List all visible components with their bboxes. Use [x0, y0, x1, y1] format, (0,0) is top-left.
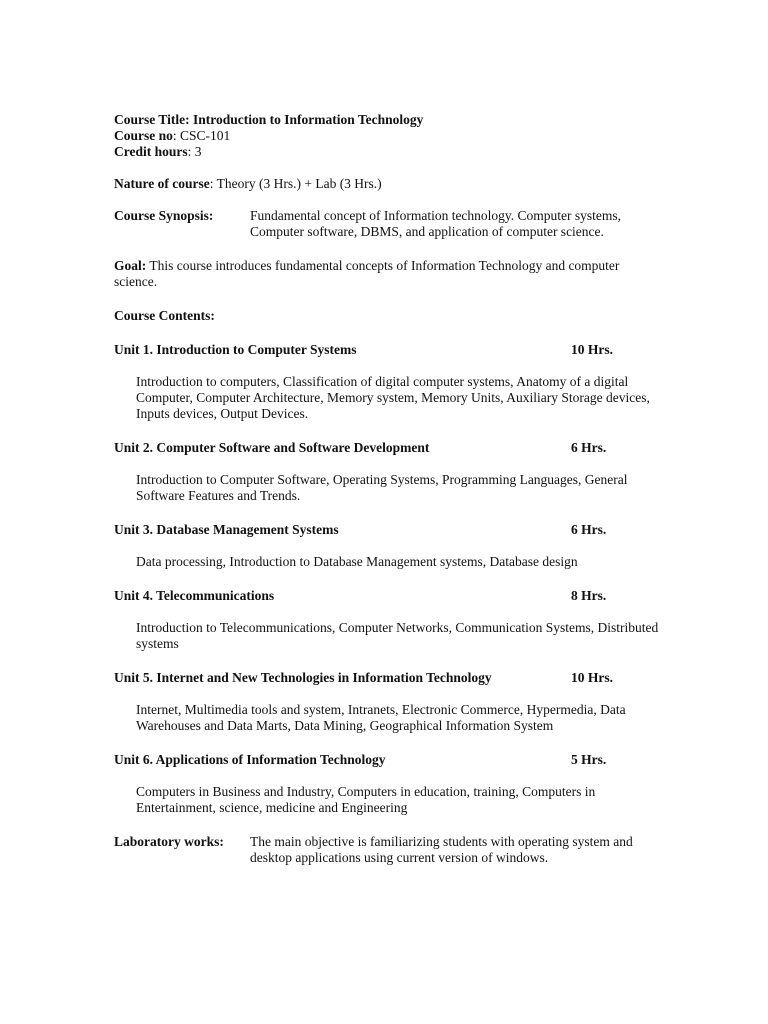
- unit-title: Unit 1. Introduction to Computer Systems: [114, 342, 357, 357]
- unit-hours: 6 Hrs.: [571, 440, 607, 455]
- document-page: [114, 112, 659, 866]
- course-title-line: [114, 112, 659, 128]
- laboratory-section: [114, 834, 659, 866]
- unit-title: Unit 3. Database Management Systems: [114, 522, 339, 537]
- unit-3: [114, 522, 659, 570]
- course-title-label: Course Title:: [114, 112, 190, 127]
- unit-description: Computers in Business and Industry, Computers in education, training, Computers in Entertainment, science, medicine and Engineering: [136, 784, 596, 815]
- credit-hours-value: : 3: [187, 144, 202, 159]
- course-contents-heading: Course Contents:: [114, 308, 215, 323]
- course-no-line: [114, 128, 659, 144]
- nature-value: : Theory (3 Hrs.) + Lab (3 Hrs.): [209, 176, 382, 191]
- unit-heading: [114, 588, 659, 604]
- goal-text: This course introduces fundamental concepts of Information Technology and computer science.: [114, 258, 620, 289]
- unit-description: Introduction to Telecommunications, Computer Networks, Communication Systems, Distributed systems: [136, 620, 659, 651]
- laboratory-label: Laboratory works:: [114, 834, 224, 849]
- unit-title: Unit 4. Telecommunications: [114, 588, 275, 603]
- unit-4: [114, 588, 659, 652]
- unit-heading: [114, 522, 659, 538]
- unit-title: Unit 2. Computer Software and Software Development: [114, 440, 430, 455]
- unit-description: Introduction to computers, Classification of digital computer systems, Anatomy of a digital Computer, Computer Architecture, Memory system, Memory Units, Auxiliary Storage devices, Inputs devices, Output Devices.: [136, 374, 650, 421]
- goal-section: [114, 258, 659, 290]
- course-no-label: Course no: [114, 128, 173, 143]
- synopsis-text: Fundamental concept of Information technology. Computer systems, Computer software, DBMS, and application of computer science.: [250, 208, 622, 239]
- unit-description: Internet, Multimedia tools and system, Intranets, Electronic Commerce, Hypermedia, Data Warehouses and Data Marts, Data Mining, Geographical Information System: [136, 702, 626, 733]
- course-no-value: : CSC-101: [172, 128, 231, 143]
- nature-label: Nature of course: [114, 176, 210, 191]
- unit-2: [114, 440, 659, 504]
- unit-heading: [114, 342, 659, 358]
- nature-line: [114, 176, 659, 192]
- unit-description: Data processing, Introduction to Database Management systems, Database design: [136, 554, 578, 569]
- unit-heading: [114, 752, 659, 768]
- goal-label: Goal:: [114, 258, 147, 273]
- synopsis-label: Course Synopsis:: [114, 208, 214, 223]
- unit-hours: 10 Hrs.: [571, 342, 613, 357]
- synopsis-section: [114, 208, 659, 240]
- course-title-value: Introduction to Information Technology: [193, 112, 424, 127]
- unit-hours: 5 Hrs.: [571, 752, 607, 767]
- unit-1: [114, 342, 659, 422]
- unit-title: Unit 5. Internet and New Technologies in Information Technology: [114, 670, 492, 685]
- unit-hours: 8 Hrs.: [571, 588, 607, 603]
- laboratory-text: The main objective is familiarizing students with operating system and desktop applications using current version of windows.: [250, 834, 633, 865]
- unit-title: Unit 6. Applications of Information Technology: [114, 752, 386, 767]
- unit-6: [114, 752, 659, 816]
- unit-hours: 6 Hrs.: [571, 522, 607, 537]
- unit-description: Introduction to Computer Software, Operating Systems, Programming Languages, General Software Features and Trends.: [136, 472, 628, 503]
- credit-hours-label: Credit hours: [114, 144, 188, 159]
- unit-5: [114, 670, 659, 734]
- unit-heading: [114, 440, 659, 456]
- credit-hours-line: [114, 144, 659, 160]
- unit-hours: 10 Hrs.: [571, 670, 613, 685]
- unit-heading: [114, 670, 659, 686]
